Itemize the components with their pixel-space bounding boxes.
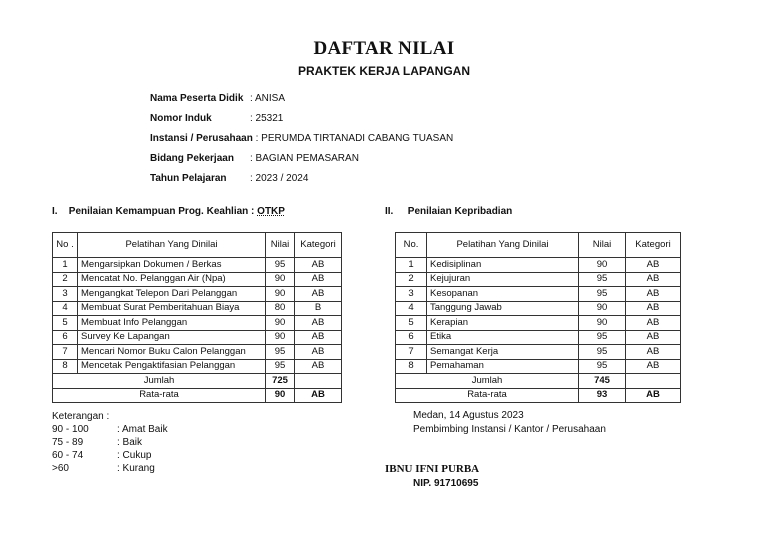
cell-item: Pemahaman (427, 359, 579, 374)
total-value: 745 (579, 374, 626, 389)
cell-category: AB (626, 359, 681, 374)
table-row (396, 330, 681, 345)
cell-score: 90 (266, 287, 295, 302)
table-row (396, 258, 681, 273)
document-subtitle: PRAKTEK KERJA LAPANGAN (297, 64, 470, 78)
section1-heading (52, 206, 285, 217)
average-label: Rata-rata (396, 388, 579, 403)
cell-category: AB (626, 272, 681, 287)
table-row (53, 345, 342, 360)
signature-role: Pembimbing Instansi / Kantor / Perusahaan (413, 424, 606, 435)
total-row (396, 374, 681, 389)
table-header-row (396, 233, 681, 258)
header-score: Nilai (266, 233, 295, 258)
table-row (53, 258, 342, 273)
cell-score: 95 (266, 345, 295, 360)
info-value: : 2023 / 2024 (250, 173, 309, 184)
cell-item: Survey Ke Lapangan (78, 330, 266, 345)
cell-category: AB (295, 272, 342, 287)
total-row (53, 374, 342, 389)
cell-no: 1 (396, 258, 427, 273)
table-row (396, 359, 681, 374)
header-no: No . (53, 233, 78, 258)
legend-range: 75 - 89 (52, 437, 84, 448)
personality-table (395, 232, 681, 403)
average-row (396, 388, 681, 403)
cell-score: 90 (266, 330, 295, 345)
legend-item (52, 436, 168, 449)
cell-score: 95 (579, 345, 626, 360)
info-value: : BAGIAN PEMASARAN (250, 153, 359, 164)
cell-score: 95 (266, 258, 295, 273)
table-header-row (53, 233, 342, 258)
cell-category: AB (295, 316, 342, 331)
legend-range: 90 - 100 (52, 424, 89, 435)
info-student-name (150, 92, 285, 106)
header-category: Kategori (295, 233, 342, 258)
info-value: : PERUMDA TIRTANADI CABANG TUASAN (255, 133, 454, 144)
cell-category: AB (295, 287, 342, 302)
info-work-field (150, 152, 359, 166)
average-category: AB (626, 388, 681, 403)
header-item: Pelatihan Yang Dinilai (78, 233, 266, 258)
table-row (53, 272, 342, 287)
cell-no: 4 (53, 301, 78, 316)
average-label: Rata-rata (53, 388, 266, 403)
table-row (53, 287, 342, 302)
cell-no: 5 (53, 316, 78, 331)
cell-score: 90 (266, 316, 295, 331)
info-label: Nama Peserta Didik (150, 93, 244, 104)
info-school-year (150, 172, 308, 186)
cell-no: 4 (396, 301, 427, 316)
cell-item: Mengangkat Telepon Dari Pelanggan (78, 287, 266, 302)
cell-no: 6 (396, 330, 427, 345)
average-row (53, 388, 342, 403)
average-value: 90 (266, 388, 295, 403)
table-row (396, 316, 681, 331)
cell-item: Mencetak Pengaktifasian Pelanggan (78, 359, 266, 374)
cell-score: 90 (579, 301, 626, 316)
cell-category: AB (295, 258, 342, 273)
cell-item: Mencari Nomor Buku Calon Pelanggan (78, 345, 266, 360)
cell-category: AB (295, 359, 342, 374)
cell-item: Membuat Info Pelanggan (78, 316, 266, 331)
cell-item: Kejujuran (427, 272, 579, 287)
cell-category: AB (626, 345, 681, 360)
info-value: : 25321 (250, 113, 284, 124)
average-category: AB (295, 388, 342, 403)
legend-item (52, 462, 168, 475)
legend-title: Keterangan : (52, 411, 110, 422)
cell-category: AB (295, 330, 342, 345)
cell-no: 3 (396, 287, 427, 302)
signer-name: IBNU IFNI PURBA (385, 463, 480, 475)
cell-no: 3 (53, 287, 78, 302)
cell-score: 90 (579, 316, 626, 331)
cell-no: 6 (53, 330, 78, 345)
total-value: 725 (266, 374, 295, 389)
section2-heading (385, 206, 512, 217)
cell-score: 95 (579, 359, 626, 374)
total-category-empty (626, 374, 681, 389)
cell-score: 90 (579, 258, 626, 273)
document-title: DAFTAR NILAI (313, 38, 455, 59)
cell-category: AB (295, 345, 342, 360)
header-item: Pelatihan Yang Dinilai (427, 233, 579, 258)
legend-label: : Kurang (117, 463, 155, 474)
cell-no: 2 (396, 272, 427, 287)
table-row (53, 316, 342, 331)
legend-item (52, 423, 168, 436)
cell-category: AB (626, 330, 681, 345)
cell-item: Etika (427, 330, 579, 345)
cell-no: 7 (396, 345, 427, 360)
info-label: Nomor Induk (150, 113, 212, 124)
cell-item: Kesopanan (427, 287, 579, 302)
header-score: Nilai (579, 233, 626, 258)
cell-score: 90 (266, 272, 295, 287)
info-label: Bidang Pekerjaan (150, 153, 234, 164)
cell-item: Tanggung Jawab (427, 301, 579, 316)
table-row (396, 287, 681, 302)
header-category: Kategori (626, 233, 681, 258)
section1-program: OTKP (257, 206, 285, 217)
cell-score: 95 (579, 272, 626, 287)
cell-item: Semangat Kerja (427, 345, 579, 360)
info-institution (150, 132, 453, 146)
total-label: Jumlah (396, 374, 579, 389)
cell-no: 2 (53, 272, 78, 287)
skills-table (52, 232, 342, 403)
cell-score: 95 (579, 330, 626, 345)
cell-category: AB (626, 287, 681, 302)
cell-category: AB (626, 316, 681, 331)
table-row (53, 301, 342, 316)
cell-no: 7 (53, 345, 78, 360)
section2-number: II. (385, 206, 394, 217)
cell-category: AB (626, 258, 681, 273)
legend-label: : Amat Baik (117, 424, 168, 435)
cell-category: AB (626, 301, 681, 316)
total-label: Jumlah (53, 374, 266, 389)
section2-title: Penilaian Kepribadian (407, 206, 513, 217)
info-label: Instansi / Perusahaan (150, 133, 253, 144)
cell-item: Mengarsipkan Dokumen / Berkas (78, 258, 266, 273)
section1-title: Penilaian Kemampuan Prog. Keahlian : (68, 206, 258, 217)
table-row (396, 301, 681, 316)
table-row (396, 272, 681, 287)
grade-legend (52, 410, 168, 475)
table-row (396, 345, 681, 360)
legend-label: : Baik (117, 437, 143, 448)
legend-label: : Cukup (117, 450, 152, 461)
info-label: Tahun Pelajaran (150, 173, 227, 184)
cell-score: 95 (579, 287, 626, 302)
signer-nip: NIP. 91710695 (413, 478, 479, 489)
table-row (53, 330, 342, 345)
cell-score: 95 (266, 359, 295, 374)
cell-no: 8 (396, 359, 427, 374)
cell-item: Kerapian (427, 316, 579, 331)
cell-item: Membuat Surat Pemberitahuan Biaya (78, 301, 266, 316)
cell-category: B (295, 301, 342, 316)
average-value: 93 (579, 388, 626, 403)
info-value: : ANISA (250, 93, 286, 104)
legend-range: 60 - 74 (52, 450, 84, 461)
cell-no: 8 (53, 359, 78, 374)
header-no: No. (396, 233, 427, 258)
legend-range: >60 (52, 463, 69, 474)
table-row (53, 359, 342, 374)
cell-no: 1 (53, 258, 78, 273)
total-category-empty (295, 374, 342, 389)
cell-score: 80 (266, 301, 295, 316)
cell-item: Kedisiplinan (427, 258, 579, 273)
cell-no: 5 (396, 316, 427, 331)
legend-item (52, 449, 168, 462)
info-student-id (150, 112, 283, 126)
cell-item: Mencatat No. Pelanggan Air (Npa) (78, 272, 266, 287)
section1-number: I. (52, 206, 58, 217)
signature-place-date: Medan, 14 Agustus 2023 (413, 410, 524, 421)
